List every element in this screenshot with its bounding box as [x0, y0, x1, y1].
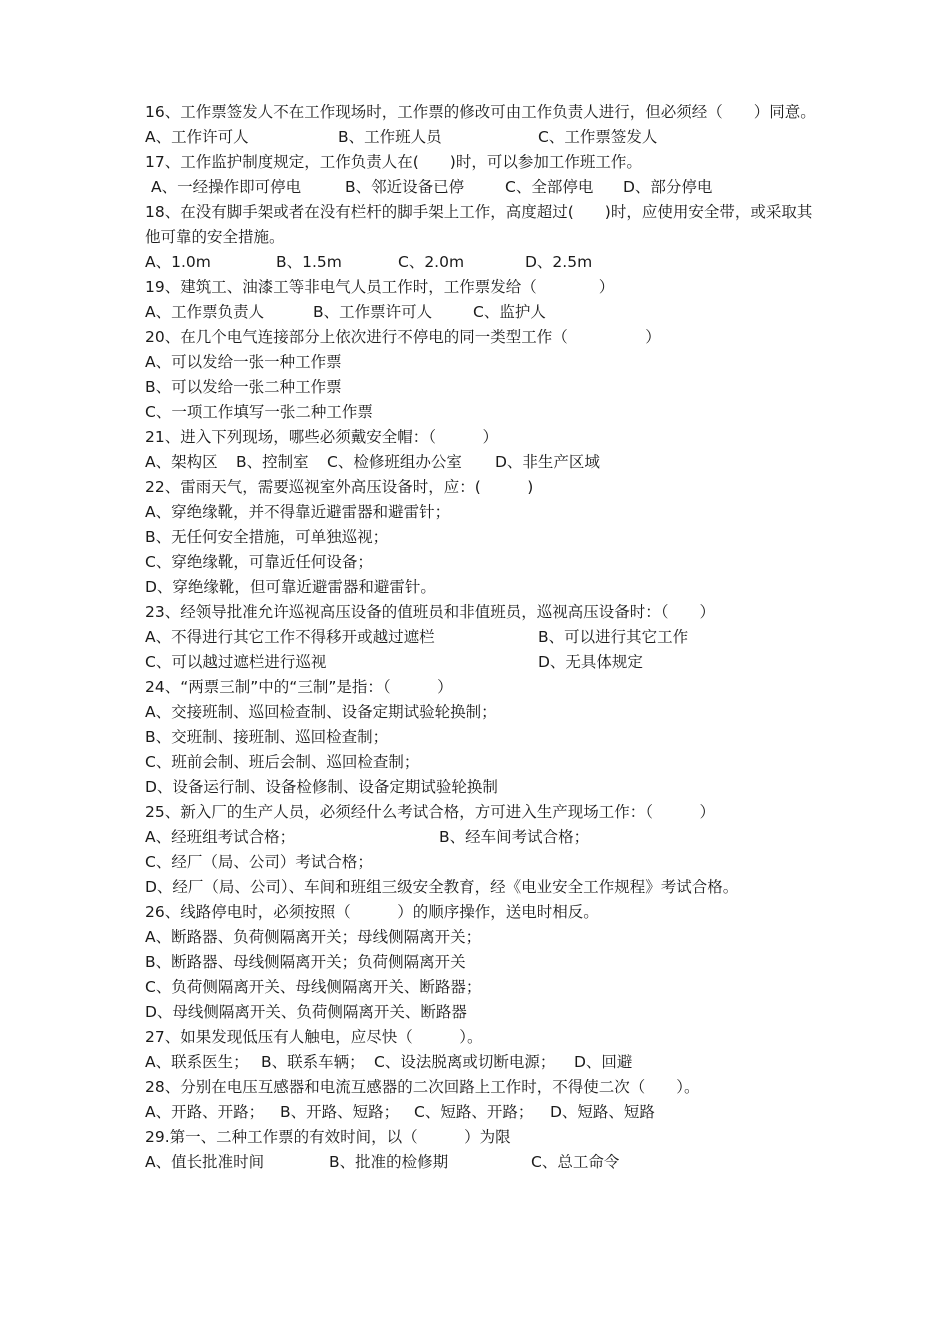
option-20-c: C、一项工作填写一张二种工作票	[145, 403, 373, 421]
option-28-a: A、开路、开路；	[145, 1103, 265, 1121]
options-16	[145, 125, 825, 150]
option-20-a: A、可以发给一张一种工作票	[145, 353, 342, 371]
option-19-a: A、工作票负责人	[145, 303, 265, 321]
option-16-b: B、工作班人员	[338, 128, 442, 146]
question-24: 24、“两票三制”中的“三制”是指：（ ）	[145, 678, 453, 696]
option-26-c: C、负荷侧隔离开关、母线侧隔离开关、断路器；	[145, 978, 482, 996]
option-18-c: C、2.0m	[398, 253, 465, 271]
options-19	[145, 300, 825, 325]
option-29-b: B、批准的检修期	[329, 1153, 449, 1171]
question-list	[145, 100, 825, 1175]
options-21	[145, 450, 825, 475]
question-21: 21、进入下列现场，哪些必须戴安全帽：（ ）	[145, 428, 498, 446]
options-29	[145, 1150, 825, 1175]
question-20: 20、在几个电气连接部分上依次进行不停电的同一类型工作（ ）	[145, 328, 661, 346]
options-18	[145, 250, 825, 275]
option-26-b: B、断路器、母线侧隔离开关；负荷侧隔离开关	[145, 953, 466, 971]
option-27-b: B、联系车辆；	[261, 1053, 365, 1071]
question-17: 17、工作监护制度规定，工作负责人在( )时，可以参加工作班工作。	[145, 153, 642, 171]
option-22-d: D、穿绝缘靴，但可靠近避雷器和避雷针。	[145, 578, 436, 596]
option-18-d: D、2.5m	[525, 253, 593, 271]
option-21-a: A、架构区	[145, 453, 218, 471]
option-27-c: C、设法脱离或切断电源；	[374, 1053, 556, 1071]
option-21-b: B、控制室	[236, 453, 309, 471]
option-28-b: B、开路、短路；	[280, 1103, 400, 1121]
question-18: 18、在没有脚手架或者在没有栏杆的脚手架上工作，高度超过( )时，应使用安全带，或采取其他可靠的安全措施。	[145, 203, 813, 246]
options-23-ab	[145, 625, 825, 650]
option-21-d: D、非生产区域	[495, 453, 600, 471]
question-25: 25、新入厂的生产人员，必须经什么考试合格，方可进入生产现场工作：（ ）	[145, 803, 715, 821]
option-19-b: B、工作票许可人	[313, 303, 433, 321]
option-22-b: B、无任何安全措施，可单独巡视；	[145, 528, 389, 546]
option-25-b: B、经车间考试合格；	[439, 828, 590, 846]
options-23-cd	[145, 650, 825, 675]
options-27	[145, 1050, 825, 1075]
question-19: 19、建筑工、油漆工等非电气人员工作时，工作票发给（ ）	[145, 278, 615, 296]
question-22: 22、雷雨天气，需要巡视室外高压设备时，应：( )	[145, 478, 534, 496]
option-17-d: D、部分停电	[623, 178, 713, 196]
option-26-d: D、母线侧隔离开关、负荷侧隔离开关、断路器	[145, 1003, 467, 1021]
option-18-b: B、1.5m	[276, 253, 342, 271]
option-19-c: C、监护人	[473, 303, 546, 321]
option-22-c: C、穿绝缘靴，可靠近任何设备；	[145, 553, 373, 571]
option-24-b: B、交班制、接班制、巡回检查制；	[145, 728, 389, 746]
option-25-d: D、经厂（局、公司）、车间和班组三级安全教育，经《电业安全工作规程》考试合格。	[145, 878, 739, 896]
options-17	[145, 175, 825, 200]
option-29-c: C、总工命令	[531, 1153, 620, 1171]
option-26-a: A、断路器、负荷侧隔离开关；母线侧隔离开关；	[145, 928, 482, 946]
option-17-b: B、邻近设备已停	[345, 178, 465, 196]
option-23-a: A、不得进行其它工作不得移开或越过遮栏	[145, 628, 435, 646]
option-18-a: A、1.0m	[145, 253, 211, 271]
question-27: 27、如果发现低压有人触电，应尽快（ ）。	[145, 1028, 483, 1046]
option-17-c: C、全部停电	[505, 178, 594, 196]
option-29-a: A、值长批准时间	[145, 1153, 265, 1171]
question-26: 26、线路停电时，必须按照（ ）的顺序操作，送电时相反。	[145, 903, 599, 921]
option-20-b: B、可以发给一张二种工作票	[145, 378, 342, 396]
option-22-a: A、穿绝缘靴，并不得靠近避雷器和避雷针；	[145, 503, 451, 521]
option-23-d: D、无具体规定	[538, 653, 643, 671]
question-29: 29.第一、二种工作票的有效时间，以（ ）为限	[145, 1128, 511, 1146]
option-28-c: C、短路、开路；	[414, 1103, 534, 1121]
option-16-c: C、工作票签发人	[538, 128, 658, 146]
question-23: 23、经领导批准允许巡视高压设备的值班员和非值班员，巡视高压设备时：（ ）	[145, 603, 715, 621]
option-25-a: A、经班组考试合格；	[145, 828, 296, 846]
option-17-a: A、一经操作即可停电	[151, 178, 302, 196]
option-16-a: A、工作许可人	[145, 128, 249, 146]
option-27-d: D、回避	[574, 1053, 633, 1071]
option-24-a: A、交接班制、巡回检查制、设备定期试验轮换制；	[145, 703, 497, 721]
options-25-ab	[145, 825, 825, 850]
option-24-d: D、设备运行制、设备检修制、设备定期试验轮换制	[145, 778, 498, 796]
option-28-d: D、短路、短路	[550, 1103, 655, 1121]
option-27-a: A、联系医生；	[145, 1053, 249, 1071]
option-21-c: C、检修班组办公室	[327, 453, 462, 471]
options-28	[145, 1100, 825, 1125]
option-23-b: B、可以进行其它工作	[538, 628, 689, 646]
option-24-c: C、班前会制、班后会制、巡回检查制；	[145, 753, 420, 771]
option-23-c: C、可以越过遮栏进行巡视	[145, 653, 327, 671]
question-28: 28、分别在电压互感器和电流互感器的二次回路上工作时，不得使二次（ ）。	[145, 1078, 700, 1096]
option-25-c: C、经厂（局、公司）考试合格；	[145, 853, 373, 871]
question-16: 16、工作票签发人不在工作现场时，工作票的修改可由工作负责人进行，但必须经（ ）同意。	[145, 103, 816, 121]
